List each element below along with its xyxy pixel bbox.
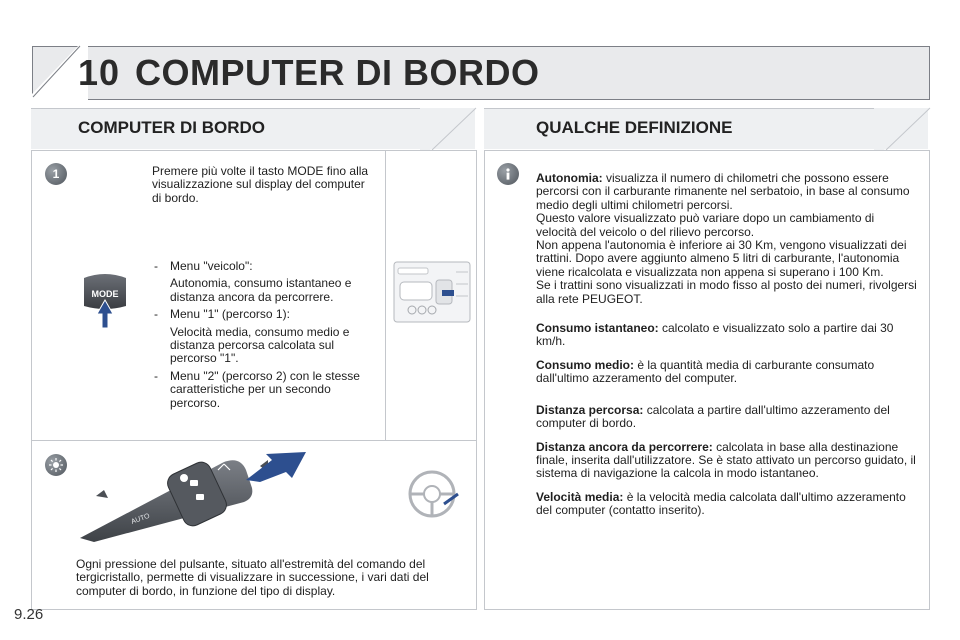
mode-button-icon — [80, 270, 130, 330]
definition-consumo-istantaneo: Consumo istantaneo: calcolato e visualizzato solo a partire dai 30 km/h. — [536, 321, 894, 349]
menu-item-trip-2: - Menu "2" (percorso 2) con le stesse caratteristiche per un secondo percorso. — [148, 370, 370, 410]
page-number: 9.26 — [14, 606, 44, 623]
info-icon — [501, 167, 515, 181]
mode-intro-text: Premere più volte il tasto MODE fino alla visualizzazione sul display del computer di bordo. — [152, 164, 369, 205]
info-badge — [497, 163, 519, 185]
steering-wheel-icon — [404, 468, 460, 520]
right-header-diagonal — [874, 106, 932, 150]
menu-item-vehicle: - Menu "veicolo": Autonomia, consumo istantaneo e distanza ancora da percorrere. — [148, 260, 370, 304]
left-header-diagonal — [420, 106, 478, 150]
mode-button-label: MODE — [91, 289, 119, 299]
right-section-title: QUALCHE DEFINIZIONE — [536, 118, 733, 137]
definition-consumo-medio: Consumo medio: è la quantità media di carburante consumato dall'ultimo azzeramento del computer. — [536, 357, 875, 386]
chapter-number: 10 — [78, 52, 121, 93]
definition-distanza-ancora: Distanza ancora da percorrere: calcolata in base alla destinazione finale, inserita dall'utilizzatore. Se è stato attivato un percorso guidato, il sistema di navigazione la calcola in modo istantaneo. — [536, 439, 916, 481]
page-title: COMPUTER DI BORDO — [135, 52, 540, 93]
arrow-icon — [242, 450, 312, 484]
left-section-title: COMPUTER DI BORDO — [78, 118, 265, 137]
menu-item-trip-1: - Menu "1" (percorso 1): Velocità media, consumo medio e distanza percorsa calcolata sul percorso "1". — [148, 308, 370, 366]
light-badge — [45, 454, 67, 476]
panel-divider — [385, 150, 386, 440]
stalk-caption: Ogni pressione del pulsante, situato all'estremità del comando del tergicristallo, permette di visualizzare in successione, i vari dati del computer di bordo, in funzione del tipo di display. — [76, 557, 429, 598]
step-badge: 1 — [45, 163, 67, 185]
stalk-auto-label: AUTO — [130, 512, 151, 526]
light-icon — [48, 457, 64, 473]
menu-list — [148, 260, 370, 414]
definition-distanza-percorsa: Distanza percorsa: calcolata a partire dall'ultimo azzeramento del computer di bordo. — [536, 402, 890, 431]
definition-autonomia: Autonomia: visualizza il numero di chilometri che possono essere percorsi con il carburante rimanente nel serbatoio, in base al consumo medio degli ultimi chilometri percorsi. Questo valore visualizzato può variare dopo un cambiamento di velocità del veicolo o del rilievo percorso. Non appena l'autonomia è inferiore ai 30 Km, vengono visualizzati dei trattini. Dopo avere aggiunto almeno 5 litri di carburante, l'autonomia viene ricalcolata e visualizzata non appena si superano i 100 Km. Se i trattini sono visualizzati in modo fisso al posto dei numeri, rivolgersi alla rete PEUGEOT. — [536, 171, 917, 306]
definitions-list — [536, 172, 918, 528]
definition-velocita-media: Velocità media: è la velocità media calcolata dall'ultimo azzeramento del computer (contatto inserito). — [536, 489, 906, 518]
radio-console-illustration — [390, 258, 472, 326]
